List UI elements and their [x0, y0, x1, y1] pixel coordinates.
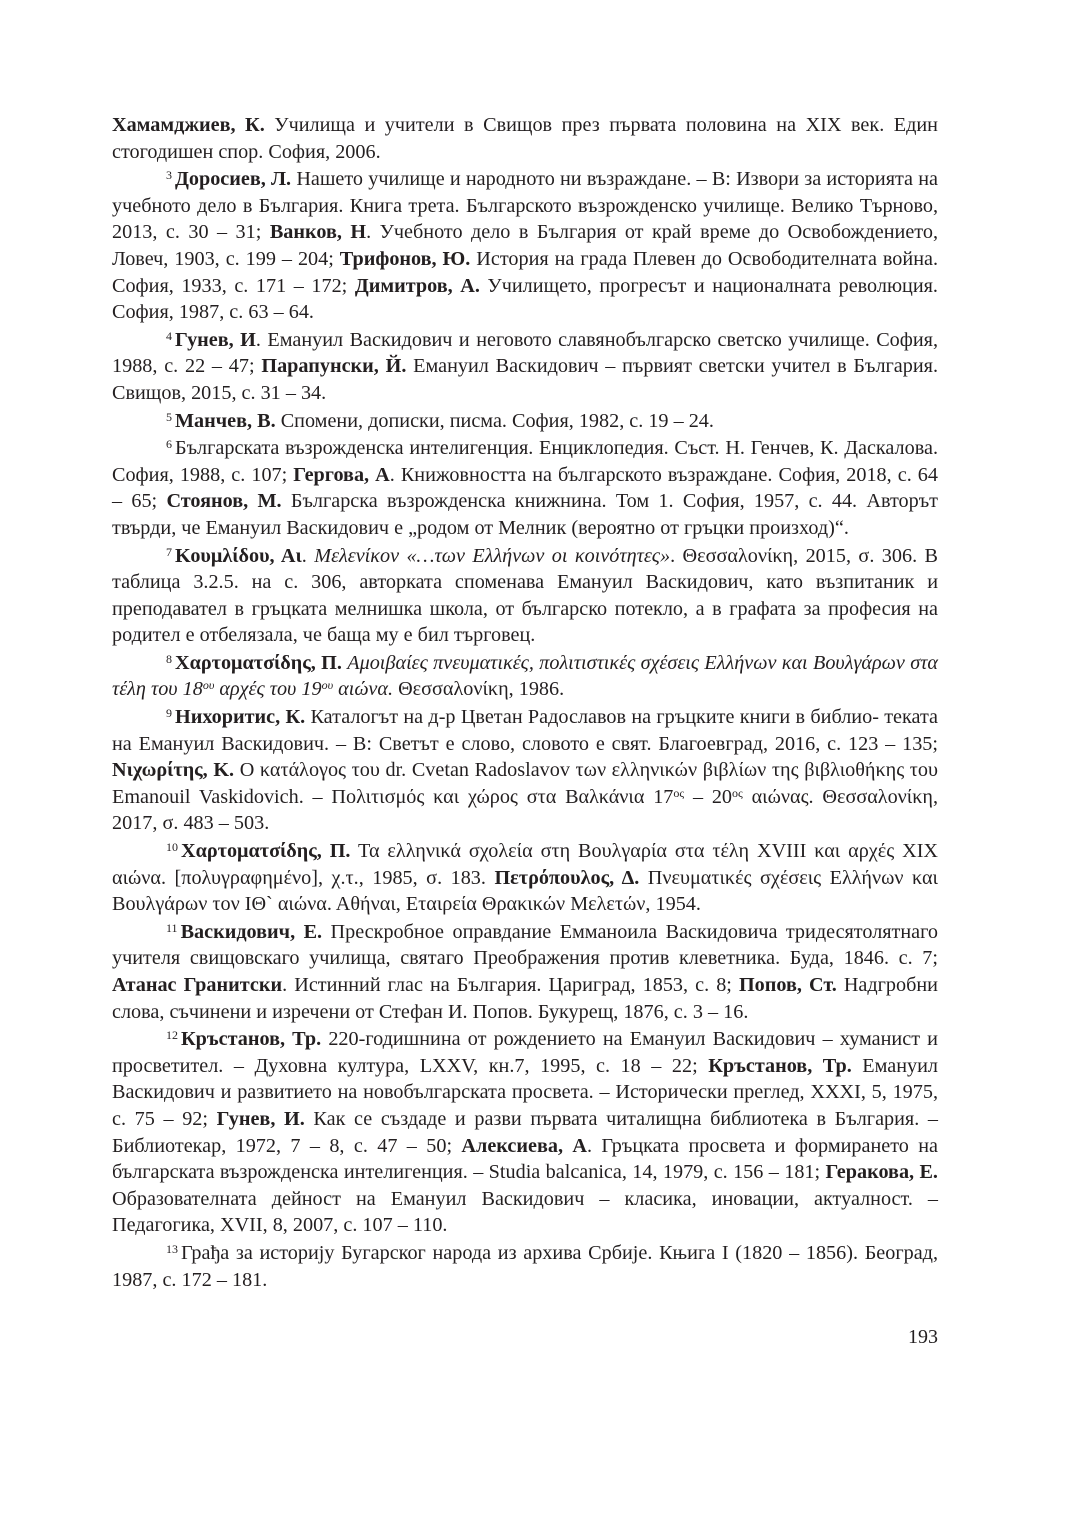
footnote-text: Спомени, дописки, писма. София, 1982, с. 19 – 24.: [275, 409, 714, 432]
footnote-author: Κουμλίδου, Αι: [175, 544, 302, 567]
footnote-number: 6: [166, 437, 172, 452]
footnote-text: Образователната дейност на Емануил Васкидович – класика, иновации, актуалност. – Педагогика, XVII, 8, 2007, с. 107 – 110.: [112, 1187, 938, 1237]
footnote-author: Трифонов, Ю.: [339, 247, 471, 270]
footnote-text: . Емануил Васкидович и неговото славянобългарско светско училище. София, 1988, с. 22 – 47;: [112, 328, 938, 378]
footnote-text: Нашето училище и народното ни възраждане. – В: Извори за историята на учебното дело в България. Книга трета. Българското възрожденско училище. Велико Търново, 2013, с. 30 – 31;: [112, 168, 938, 244]
superscript-text: ος: [673, 785, 685, 800]
page-number: 193: [908, 1326, 938, 1348]
footnote-11: [112, 919, 938, 1025]
footnote-author: Попов, Ст.: [738, 974, 837, 996]
footnote-number: 7: [166, 544, 172, 559]
footnote-author: Парапунски, Й.: [261, 355, 407, 378]
footnote-number: 11: [166, 920, 178, 935]
footnote-8: [112, 650, 938, 703]
footnote-text: . Книжовността на българското възраждане. София, 2018, с. 64 – 65;: [112, 463, 938, 513]
footnote-4: [112, 327, 938, 407]
footnote-number: 9: [166, 706, 172, 721]
footnote-text: Училището, прогресът и националната революция. София, 1987, с. 63 – 64.: [112, 274, 938, 324]
footnote-author: Кръстанов, Тр.: [708, 1054, 852, 1077]
footnote-author: Алексиева, А: [461, 1134, 587, 1157]
superscript-text: ος: [732, 785, 743, 800]
footnote-author: Васкидович, Е.: [180, 920, 323, 943]
footnote-text: Училища и учители в Свищов през първата половина на XIX век. Един стогодишен спор. София, 2006.: [112, 114, 938, 163]
footnote-text: . Θεσσαλονίκη, 2015, σ. 306. В таблица 3.2.5. на с. 306, авторката споменава Емануил Васкидович, като възпитаник и преподавател в гръцката мелнишка школа, от българско потекло, а в графата за професия на родител е отбелязала, че баща му е бил търговец.: [112, 544, 939, 647]
footnote-number: 12: [166, 1028, 178, 1043]
footnote-author: Ванков, Н: [269, 221, 367, 244]
footnote-text: . Гръцката просвета и формирането на българската възрожденска интелигенция. – Studia balcanica, 14, 1979, с. 156 – 181;: [112, 1134, 938, 1184]
footnote-author: Πετρόπουλος, Δ.: [494, 866, 640, 889]
footnote-text: .: [301, 544, 315, 567]
footnote-author: Кръстанов, Тр.: [181, 1028, 322, 1051]
footnote-text: Надгробни слова, съчинени и изречени от Стефан И. Попов. Букурещ, 1876, с. 3 – 16.: [112, 974, 938, 1023]
footnote-9: [112, 704, 938, 837]
footnote-author: Гергова, А: [293, 463, 390, 486]
footnote-author: Χαρτοματσίδης, Π.: [181, 840, 351, 863]
footnote-number: 10: [166, 840, 178, 855]
footnote-text: История на града Плевен до Освободителната война. София, 1933, с. 171 – 172;: [112, 247, 938, 297]
footnote-text: Българската възрожденска интелигенция. Енциклопедия. Съст. Н. Генчев, К. Даскалова. София, 1988, с. 107;: [112, 437, 938, 486]
footnote-author: Гунев, И: [175, 328, 256, 351]
footnote-text: – 20: [684, 785, 733, 808]
footnote-text: Каталогът на д-р Цветан Радославов на гръцките книги в библио- теката на Емануил Васкидович. – В: Светът е слово, словото е свят. Благоевград, 2016, с. 123 – 135;: [112, 706, 938, 755]
footnote-author: Атанас Гранитски: [112, 974, 283, 996]
footnote-7: [112, 543, 938, 649]
footnote-title: Μελενίκον «…των Ελλήνων οι κοινότητες»: [314, 544, 671, 567]
footnote-text: Θεσσαλονίκη, 1986.: [393, 678, 565, 701]
footnote-number: 13: [166, 1241, 178, 1256]
footnote-continued: [112, 112, 938, 165]
footnote-number: 8: [166, 651, 172, 666]
footnote-text: Ο κατάλογος του dr. Cvetan Radoslavov των ελληνικών βιβλίων της βιβλιοθήκης του Emanouil Vaskidovich. – Πολιτισμός και χώρος στα Βαλκάνια 17: [112, 759, 938, 808]
footnote-5: [112, 408, 938, 435]
footnote-author: Стоянов, М.: [166, 490, 282, 513]
footnote-text: αιώνας. Θεσσαλονίκη, 2017, σ. 483 – 503.: [112, 785, 938, 835]
footnote-author: Димитров, А.: [354, 274, 480, 297]
footnote-author: Νιχωρίτης, Κ.: [112, 759, 235, 782]
footnote-author: Нихоритис, К.: [175, 706, 306, 729]
superscript-text: ου: [202, 678, 215, 693]
footnote-title: αιώνα.: [333, 678, 394, 701]
footnote-6: [112, 435, 938, 541]
footnote-10: [112, 838, 938, 918]
footnote-text: Грађа за историју Бугарског народа из архива Србије. Књига I (1820 – 1856). Београд, 1987, с. 172 – 181.: [112, 1241, 938, 1291]
footnote-text: Τα ελληνικά σχολεία στη Βουλγαρία στα τέλη XVIII και αρχές XIX αιώνα. [πολυγραφημένο], χ.τ., 1985, σ. 183.: [112, 840, 938, 889]
footnote-3: [112, 166, 938, 326]
footnote-author: Гунев, И.: [216, 1107, 305, 1130]
footnote-title: Αμοιβαίες πνευματικές, πολιτιστικές σχέσεις Ελλήνων και Βουλγάρων στα τέλη του 18: [112, 651, 939, 701]
footnote-text: Емануил Васкидович – първият светски учител в България. Свищов, 2015, с. 31 – 34.: [112, 355, 938, 404]
footnote-author: Манчев, В.: [175, 409, 276, 432]
footnote-13: [112, 1240, 938, 1293]
footnote-author: Хамамджиев, К.: [112, 114, 265, 136]
footnote-text: Πνευματικές σχέσεις Ελλήνων και Βουλγάρων τον ΙΘ` αιώνα. Αθήναι, Εταιρεία Θρακικών Μελετών, 1954.: [112, 866, 938, 916]
footnote-text: Как се създаде и разви първата читалищна библиотека в България. – Библиотекар, 1972, 7 – 8, с. 47 – 50;: [112, 1107, 938, 1157]
footnote-number: 5: [166, 409, 172, 424]
superscript-text: ου: [321, 678, 334, 693]
footnote-12: [112, 1026, 938, 1239]
footnote-text: . Истинний глас на България. Цариград, 1853, с. 8;: [282, 974, 739, 996]
footnote-text: Българска възрожденска книжнина. Том 1. София, 1957, с. 44. Авторът твърди, че Емануил Васкидович е „родом от Мелник (вероятно от гръцки произход)“.: [112, 490, 938, 539]
footnote-number: 4: [166, 328, 172, 343]
footnote-text: Прескробное оправдание Емманоила Васкидовича тридесятолятнаго учителя свищовскаго училища, святаго Преображения против клеветника. Буда, 1846. с. 7;: [112, 920, 939, 970]
footnote-text: . Учебното дело в България от край време до Освобождението, Ловеч, 1903, с. 199 – 204;: [112, 221, 938, 270]
footnote-author: Доросиев, Л.: [175, 168, 292, 191]
footnote-title: αρχές του 19: [214, 678, 322, 701]
footnote-number: 3: [166, 168, 172, 183]
footnotes-block: [112, 112, 938, 1294]
footnote-author: Геракова, Е.: [825, 1161, 938, 1184]
footnote-text: Емануил Васкидович и развитието на новобългарската просвета. – Исторически преглед, XXXI, 5, 1975, с. 75 – 92;: [112, 1054, 938, 1130]
footnote-text: 220-годишнина от рождението на Емануил Васкидович – хуманист и просветител. – Духовна култура, LXXV, кн.7, 1995, с. 18 – 22;: [112, 1028, 938, 1077]
footnote-author: Χαρτοματσίδης, Π.: [175, 651, 342, 674]
